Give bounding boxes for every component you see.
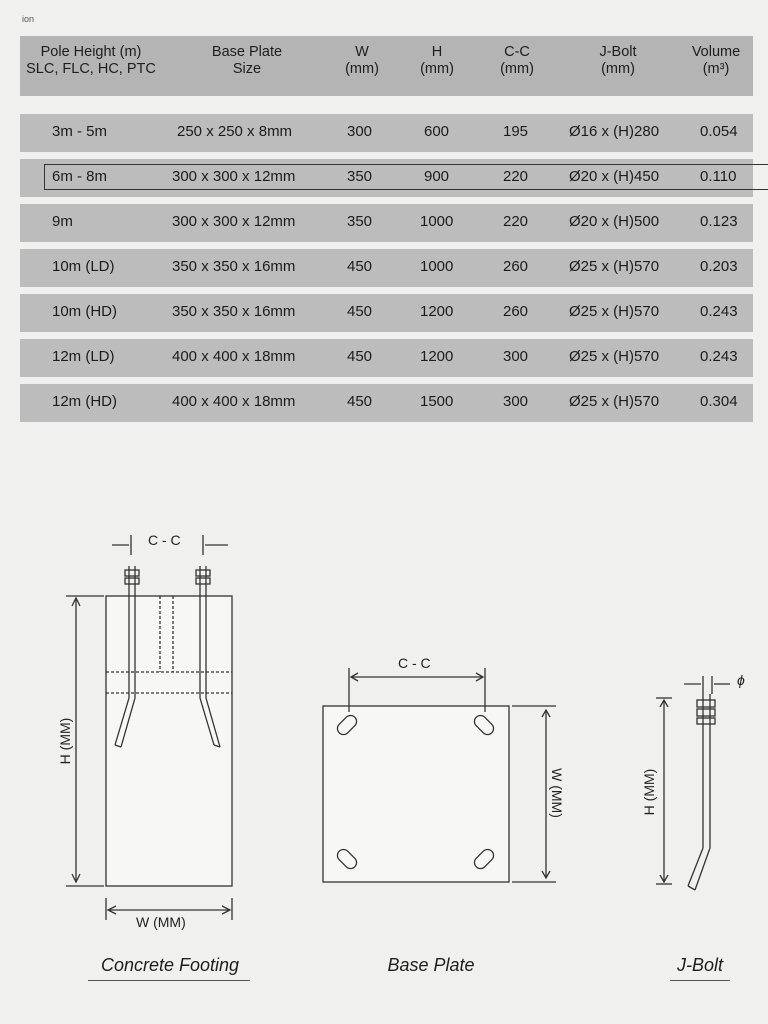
cell-cc: 300 xyxy=(503,348,529,365)
jbolt-caption-underline xyxy=(670,980,730,981)
footing-w-label: W (MM) xyxy=(136,914,186,930)
jbolt-h-label: H (MM) xyxy=(641,768,657,816)
jbolt-caption: J-Bolt xyxy=(676,955,723,975)
cell-pole-height: 6m - 8m xyxy=(52,168,108,185)
footing-h-label: H (MM) xyxy=(57,717,73,765)
cell-jbolt: Ø16 x (H)280 xyxy=(569,123,660,140)
cell-pole-height: 10m (LD) xyxy=(52,258,115,275)
cell-volume: 0.304 xyxy=(700,393,738,410)
cell-w: 350 xyxy=(347,168,373,185)
header-h: H (mm) xyxy=(420,44,454,77)
cell-h: 1000 xyxy=(420,213,454,230)
cell-cc: 300 xyxy=(503,393,529,410)
cell-w: 450 xyxy=(347,258,373,275)
corner-fragment-text: ion xyxy=(22,14,35,24)
cell-pole-height: 12m (LD) xyxy=(52,348,115,365)
header-pole-height: Pole Height (m) SLC, FLC, HC, PTC xyxy=(26,44,156,77)
cell-w: 350 xyxy=(347,213,373,230)
cell-base-plate: 300 x 300 x 12mm xyxy=(172,168,296,185)
cell-jbolt: Ø25 x (H)570 xyxy=(569,348,660,365)
cell-jbolt: Ø25 x (H)570 xyxy=(569,303,660,320)
cell-base-plate: 350 x 350 x 16mm xyxy=(172,258,296,275)
cell-h: 600 xyxy=(424,123,450,140)
cell-jbolt: Ø25 x (H)570 xyxy=(569,393,660,410)
plate-outline xyxy=(323,706,509,882)
footing-caption: Concrete Footing xyxy=(100,955,240,975)
cell-cc: 220 xyxy=(503,213,529,230)
cell-w: 450 xyxy=(347,303,373,320)
cell-jbolt: Ø20 x (H)450 xyxy=(569,168,660,185)
cell-jbolt: Ø20 x (H)500 xyxy=(569,213,660,230)
cell-volume: 0.203 xyxy=(700,258,738,275)
header-base-plate: Base Plate Size xyxy=(211,44,283,77)
cell-h: 1200 xyxy=(420,303,454,320)
plate-cc-label: C - C xyxy=(398,655,431,671)
cell-w: 450 xyxy=(347,393,373,410)
cell-base-plate: 250 x 250 x 8mm xyxy=(177,123,293,140)
cell-w: 450 xyxy=(347,348,373,365)
header-volume: Volume (m³) xyxy=(691,44,741,77)
cell-h: 900 xyxy=(424,168,450,185)
jbolt-phi-label: ϕ xyxy=(737,672,745,688)
cell-h: 1000 xyxy=(420,258,454,275)
cell-pole-height: 12m (HD) xyxy=(52,393,118,410)
cell-volume: 0.243 xyxy=(700,348,738,365)
cell-base-plate: 400 x 400 x 18mm xyxy=(172,393,296,410)
cell-pole-height: 9m xyxy=(52,213,73,230)
header-w: W (mm) xyxy=(345,44,379,77)
cell-base-plate: 350 x 350 x 16mm xyxy=(172,303,296,320)
cell-w: 300 xyxy=(347,123,373,140)
cell-base-plate: 400 x 400 x 18mm xyxy=(172,348,296,365)
cell-cc: 260 xyxy=(503,258,529,275)
cell-h: 1200 xyxy=(420,348,454,365)
cell-cc: 220 xyxy=(503,168,529,185)
plate-w-label: W (MM) xyxy=(549,768,565,818)
cell-base-plate: 300 x 300 x 12mm xyxy=(172,213,296,230)
plate-caption: Base Plate xyxy=(387,955,475,975)
cell-pole-height: 10m (HD) xyxy=(52,303,118,320)
base-plate-drawing xyxy=(323,668,556,882)
cell-pole-height: 3m - 5m xyxy=(52,123,108,140)
cell-volume: 0.123 xyxy=(700,213,738,230)
cell-volume: 0.243 xyxy=(700,303,738,320)
cell-cc: 260 xyxy=(503,303,529,320)
cell-volume: 0.110 xyxy=(700,168,737,185)
footing-caption-underline xyxy=(88,980,250,981)
cell-h: 1500 xyxy=(420,393,454,410)
jbolt-drawing xyxy=(656,676,730,890)
cell-cc: 195 xyxy=(503,123,529,140)
cell-volume: 0.054 xyxy=(700,123,738,140)
cell-jbolt: Ø25 x (H)570 xyxy=(569,258,660,275)
footing-cc-label: C - C xyxy=(148,532,181,548)
header-jbolt: J-Bolt (mm) xyxy=(599,44,637,77)
header-cc: C-C (mm) xyxy=(500,44,534,77)
concrete-footing-drawing xyxy=(66,535,232,920)
